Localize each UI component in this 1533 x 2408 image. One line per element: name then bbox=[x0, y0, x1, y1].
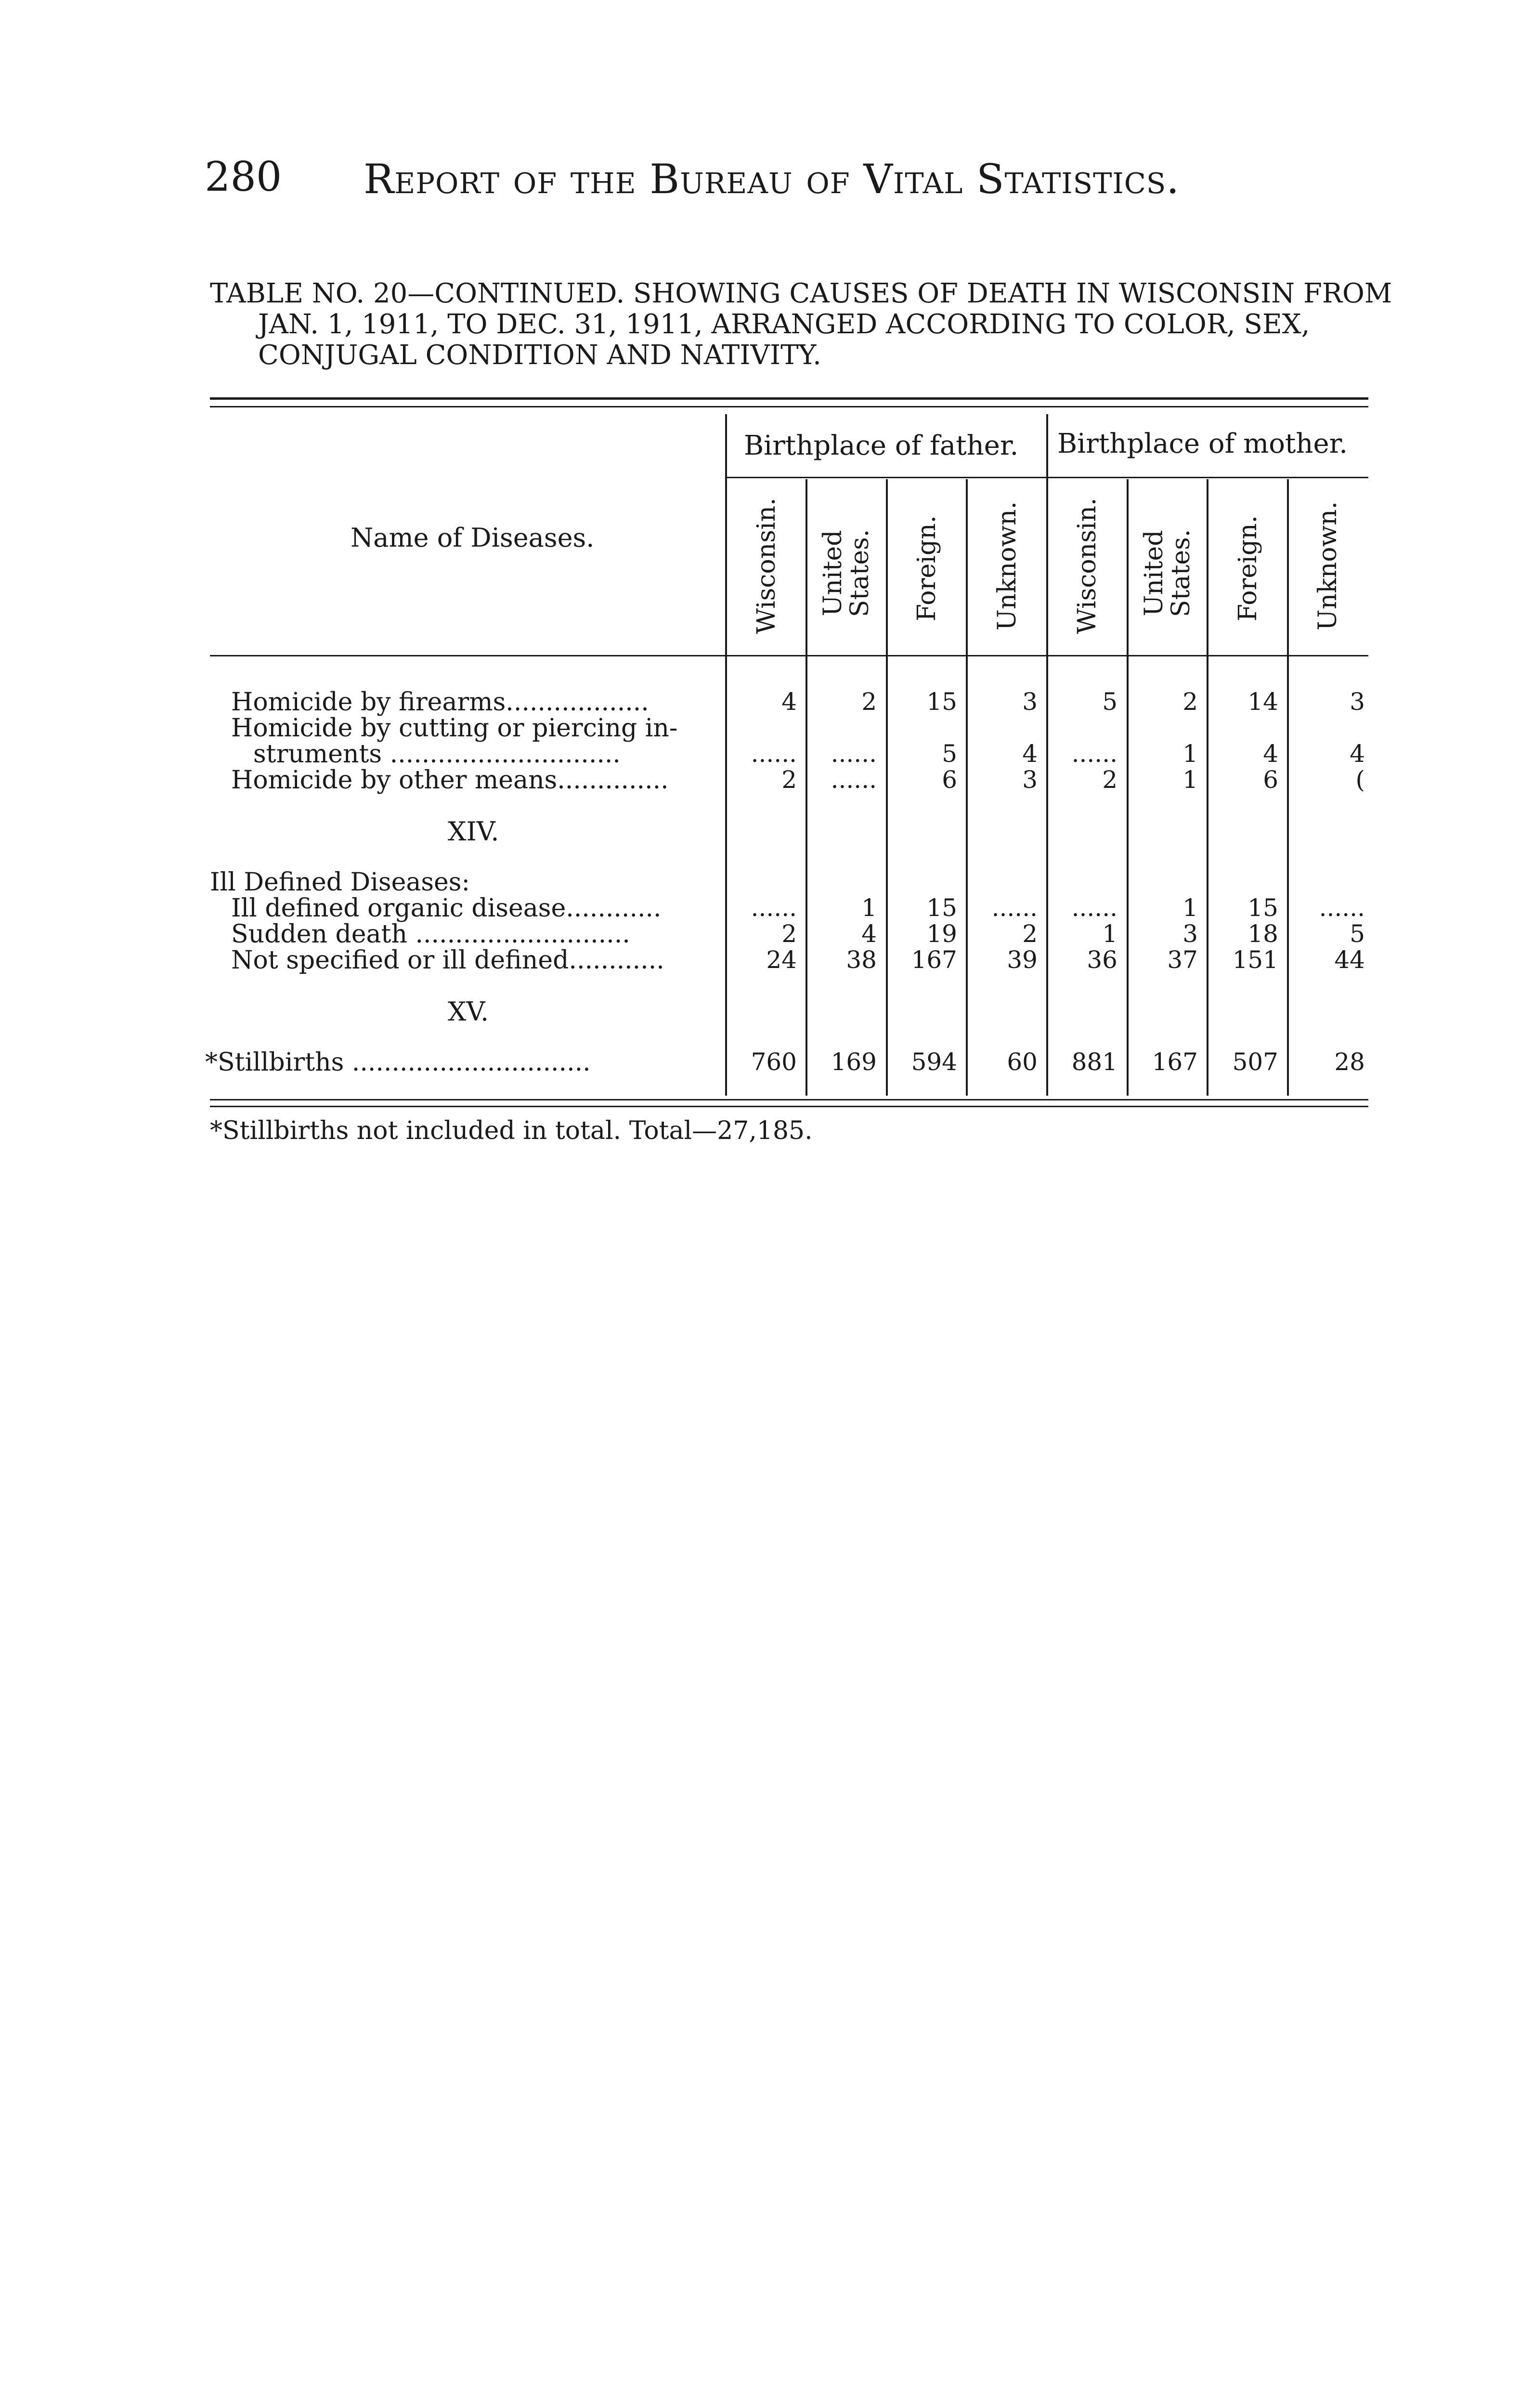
row-label: Homicide by cutting or piercing in- bbox=[231, 714, 678, 743]
table-cell: 60 bbox=[1007, 1048, 1038, 1076]
column-divider bbox=[1207, 479, 1208, 1096]
column-header: Wisconsin. bbox=[752, 497, 781, 634]
column-header: Unknown. bbox=[993, 501, 1022, 631]
row-label: Ill defined organic disease............ bbox=[231, 894, 662, 923]
column-header: Foreign. bbox=[1234, 515, 1262, 622]
table-cell: 4 bbox=[781, 688, 797, 716]
caption-line: JAN. 1, 1911, TO DEC. 31, 1911, ARRANGED ACCORDING TO COLOR, SEX, bbox=[258, 309, 1310, 340]
column-header: United States. bbox=[1140, 529, 1195, 617]
table-cell: 3 bbox=[1022, 688, 1038, 716]
table-cell: 15 bbox=[926, 894, 957, 922]
table-cell: 24 bbox=[766, 946, 797, 974]
column-header: Unknown. bbox=[1313, 501, 1342, 631]
table-cell: 38 bbox=[846, 946, 877, 974]
table-cell: 2 bbox=[1182, 688, 1198, 716]
table-cell: 3 bbox=[1022, 766, 1038, 794]
column-divider bbox=[725, 414, 727, 1096]
footnote: *Stillbirths not included in total. Total—27,185. bbox=[210, 1116, 813, 1145]
table-cell: 1 bbox=[861, 894, 877, 922]
table-cell: 594 bbox=[911, 1048, 957, 1076]
column-divider bbox=[966, 479, 968, 1096]
running-title: Report of the Bureau of Vital Statistics. bbox=[364, 156, 1180, 203]
table-cell: 15 bbox=[926, 688, 957, 716]
column-divider bbox=[1287, 479, 1289, 1096]
table-cell: 37 bbox=[1167, 946, 1198, 974]
table-cell: ...... bbox=[991, 894, 1038, 922]
name-of-diseases-header: Name of Diseases. bbox=[351, 523, 595, 553]
row-label: Ill Defined Diseases: bbox=[210, 868, 470, 897]
table-cell: 5 bbox=[942, 740, 957, 768]
row-label: Not specified or ill defined............ bbox=[231, 946, 664, 975]
row-label: Homicide by other means.............. bbox=[231, 766, 669, 795]
caption-line: TABLE NO. 20—CONTINUED. SHOWING CAUSES OF DEATH IN WISCONSIN FROM bbox=[210, 278, 1392, 309]
table-cell: 3 bbox=[1350, 688, 1365, 716]
table-cell: 6 bbox=[1263, 766, 1278, 794]
column-divider bbox=[805, 479, 807, 1096]
table-cell: 44 bbox=[1334, 946, 1365, 974]
table-cell: 169 bbox=[831, 1048, 877, 1076]
section-heading: XV. bbox=[448, 996, 489, 1027]
top-rule bbox=[210, 406, 1368, 407]
bottom-rule bbox=[210, 1099, 1368, 1100]
table-cell: 28 bbox=[1334, 1048, 1365, 1076]
column-divider bbox=[1046, 414, 1048, 1096]
table-cell: 2 bbox=[1102, 766, 1117, 794]
birthplace-father-header: Birthplace of father. bbox=[744, 430, 1019, 461]
table-cell: 167 bbox=[911, 946, 957, 974]
table-cell: ...... bbox=[1071, 894, 1117, 922]
row-label: struments ............................. bbox=[253, 740, 621, 769]
table-cell: 6 bbox=[942, 766, 957, 794]
column-header: Wisconsin. bbox=[1073, 497, 1102, 634]
table-cell: ...... bbox=[1071, 740, 1117, 768]
table-cell: 5 bbox=[1102, 688, 1117, 716]
table-cell: 3 bbox=[1182, 920, 1198, 948]
table-cell: 4 bbox=[1263, 740, 1278, 768]
table-cell: 2 bbox=[781, 920, 797, 948]
table-cell: 39 bbox=[1007, 946, 1038, 974]
table-cell: 881 bbox=[1071, 1048, 1117, 1076]
table-cell: 4 bbox=[861, 920, 877, 948]
table-cell: 5 bbox=[1350, 920, 1365, 948]
column-divider bbox=[886, 479, 888, 1096]
table-cell: 15 bbox=[1247, 894, 1278, 922]
table-cell: 1 bbox=[1102, 920, 1117, 948]
table-cell: 18 bbox=[1247, 920, 1278, 948]
section-heading: XIV. bbox=[448, 816, 499, 847]
row-label: Homicide by firearms.................. bbox=[231, 688, 649, 717]
table-cell: 4 bbox=[1022, 740, 1038, 768]
table-cell: 167 bbox=[1152, 1048, 1198, 1076]
row-label: *Stillbirths .............................. bbox=[205, 1048, 591, 1077]
table-cell: 1 bbox=[1182, 740, 1198, 768]
table-cell: 1 bbox=[1182, 766, 1198, 794]
table-cell: 19 bbox=[926, 920, 957, 948]
table-cell: 14 bbox=[1247, 688, 1278, 716]
column-divider bbox=[1127, 479, 1129, 1096]
row-label: Sudden death ........................... bbox=[231, 920, 630, 949]
table-cell: ...... bbox=[831, 766, 877, 794]
table-cell: ...... bbox=[831, 740, 877, 768]
table-cell: 2 bbox=[781, 766, 797, 794]
table-cell: 2 bbox=[861, 688, 877, 716]
table-cell: 36 bbox=[1087, 946, 1117, 974]
table-cell: 2 bbox=[1022, 920, 1038, 948]
table-cell: 151 bbox=[1232, 946, 1278, 974]
birthplace-mother-header: Birthplace of mother. bbox=[1057, 428, 1348, 459]
table-cell: 507 bbox=[1232, 1048, 1278, 1076]
caption-line: CONJUGAL CONDITION AND NATIVITY. bbox=[258, 340, 821, 371]
top-rule bbox=[210, 397, 1368, 400]
column-header: Foreign. bbox=[912, 515, 941, 622]
column-header: United States. bbox=[818, 529, 874, 617]
table-cell: 1 bbox=[1182, 894, 1198, 922]
bottom-rule bbox=[210, 1106, 1368, 1107]
header-bottom-rule bbox=[210, 655, 1368, 656]
page-number: 280 bbox=[205, 153, 282, 200]
table-cell: 4 bbox=[1350, 740, 1365, 768]
table-cell: 760 bbox=[751, 1048, 797, 1076]
table-cell: ...... bbox=[751, 740, 797, 768]
table-cell: ( bbox=[1355, 766, 1365, 794]
table-caption bbox=[210, 278, 1392, 371]
table-cell: ...... bbox=[751, 894, 797, 922]
table-cell: ...... bbox=[1319, 894, 1365, 922]
